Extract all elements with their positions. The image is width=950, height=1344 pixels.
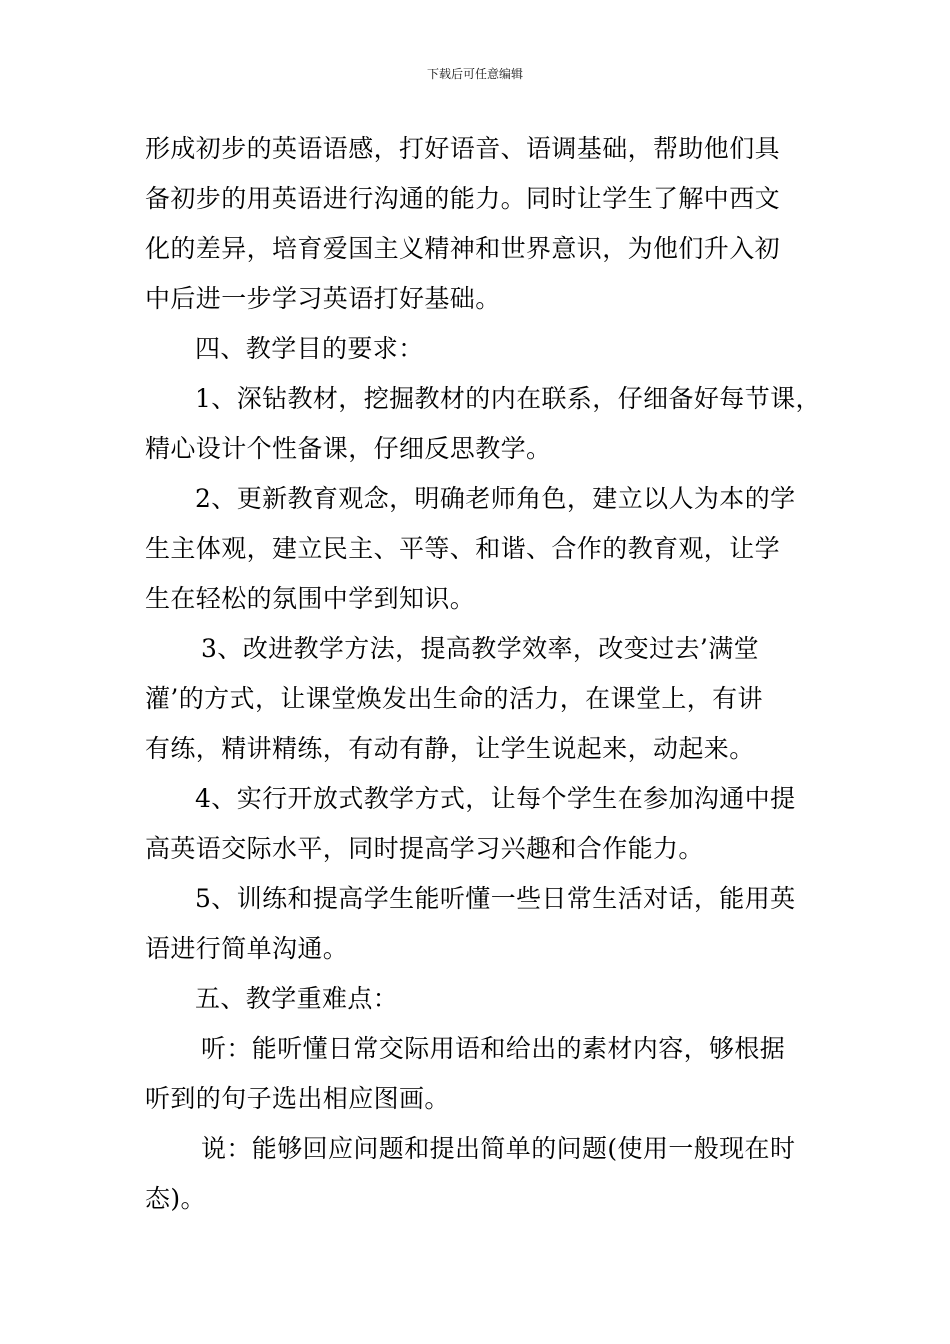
text-line: 备初步的用英语进行沟通的能力。同时让学生了解中西文 xyxy=(145,184,781,213)
text-line: 4、实行开放式教学方式，让每个学生在参加沟通中提 xyxy=(195,784,796,813)
text-line: 生主体观，建立民主、平等、和谐、合作的教育观，让学 xyxy=(145,534,781,563)
text-line: 高英语交际水平，同时提高学习兴趣和合作能力。 xyxy=(145,834,704,863)
text-line: 3、改进教学方法，提高教学效率，改变过去’满堂 xyxy=(201,634,760,663)
text-line: 灌’的方式，让课堂焕发出生命的活力，在课堂上，有讲 xyxy=(145,684,763,713)
text-line: 生在轻松的氛围中学到知识。 xyxy=(145,584,476,613)
text-line: 2、更新教育观念，明确老师角色，建立以人为本的学 xyxy=(195,484,796,513)
text-line: 中后进一步学习英语打好基础。 xyxy=(145,284,501,313)
text-line: 形成初步的英语语感，打好语音、语调基础，帮助他们具 xyxy=(145,134,781,163)
text-line: 态)。 xyxy=(145,1184,206,1213)
text-line: 说：能够回应问题和提出简单的问题(使用一般现在时 xyxy=(201,1134,796,1163)
document-body xyxy=(145,124,825,1224)
section-heading-objectives: 四、教学目的要求： xyxy=(195,334,424,363)
text-line: 听到的句子选出相应图画。 xyxy=(145,1084,450,1113)
section-heading-key-points: 五、教学重难点： xyxy=(195,984,399,1013)
page-header-note: 下载后可任意编辑 xyxy=(426,67,523,81)
text-line: 化的差异，培育爱国主义精神和世界意识，为他们升入初 xyxy=(145,234,781,263)
text-line: 听：能听懂日常交际用语和给出的素材内容，够根据 xyxy=(201,1034,786,1063)
text-line: 精心设计个性备课，仔细反思教学。 xyxy=(145,434,552,463)
text-line: 5、训练和提高学生能听懂一些日常生活对话，能用英 xyxy=(195,884,796,913)
text-line: 1、深钻教材，挖掘教材的内在联系，仔细备好每节课， xyxy=(195,384,821,413)
text-line: 语进行简单沟通。 xyxy=(145,934,349,963)
text-line: 有练，精讲精练，有动有静，让学生说起来，动起来。 xyxy=(145,734,755,763)
